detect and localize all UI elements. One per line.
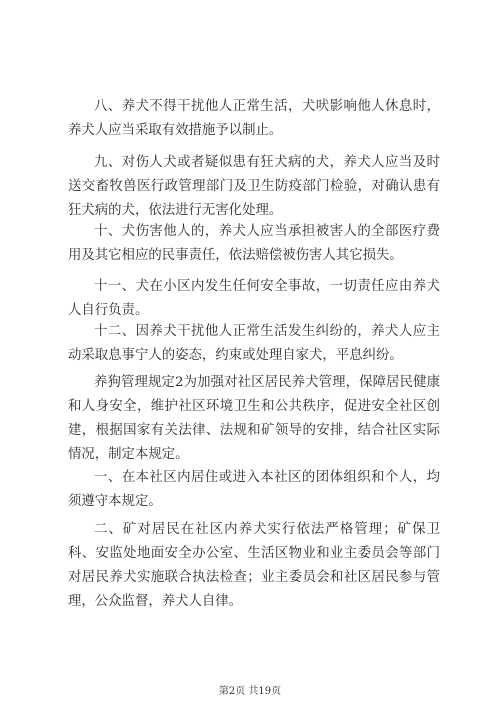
paragraph-article-12 <box>68 320 440 368</box>
paragraph-text: 十、犬伤害他人的，养犬人应当承担被害人的全部医疗费用及其它相应的民事责任，依法赔偿被伤害人其它损失。 <box>68 224 440 263</box>
paragraph-text: 养狗管理规定2为加强对社区居民养犬管理，保障居民健康和人身安全，维护社区环境卫生和公共秩序，促进安全社区创建，根据国家有关法律、法规和矿领导的安排，结合社区实际情况，制定本规定。 <box>68 375 440 462</box>
paragraph-article-2 <box>68 518 440 614</box>
paragraph-article-9 <box>68 151 440 223</box>
page-number-footer: 第2页 共19页 <box>218 686 282 697</box>
paragraph-intro <box>68 371 440 467</box>
paragraph-text: 二、矿对居民在社区内养犬实行依法严格管理；矿保卫科、安监处地面安全办公室、生活区物业和业主委员会等部门对居民养犬实施联合执法检查；业主委员会和社区居民参与管理，公众监督，养犬人自律。 <box>68 522 440 609</box>
paragraph-text: 十一、犬在小区内发生任何安全事故，一切责任应由养犬人自行负责。 <box>68 279 440 318</box>
paragraph-text: 九、对伤人犬或者疑似患有狂犬病的犬，养犬人应当及时送交畜牧兽医行政管理部门及卫生防疫部门检验，对确认患有狂犬病的犬，依法进行无害化处理。 <box>68 155 440 218</box>
paragraph-article-11 <box>68 275 440 323</box>
paragraph-article-1 <box>68 466 440 514</box>
paragraph-text: 八、养犬不得干扰他人正常生活，犬吠影响他人休息时，养犬人应当采取有效措施予以制止。 <box>68 99 440 138</box>
paragraph-text: 一、在本社区内居住或进入本社区的团体组织和个人，均须遵守本规定。 <box>68 470 440 509</box>
paragraph-text: 十二、因养犬干扰他人正常生活发生纠纷的，养犬人应主动采取息事宁人的姿态，约束或处理自家犬，平息纠纷。 <box>68 324 440 363</box>
paragraph-article-10 <box>68 220 440 268</box>
paragraph-article-8 <box>68 95 440 143</box>
